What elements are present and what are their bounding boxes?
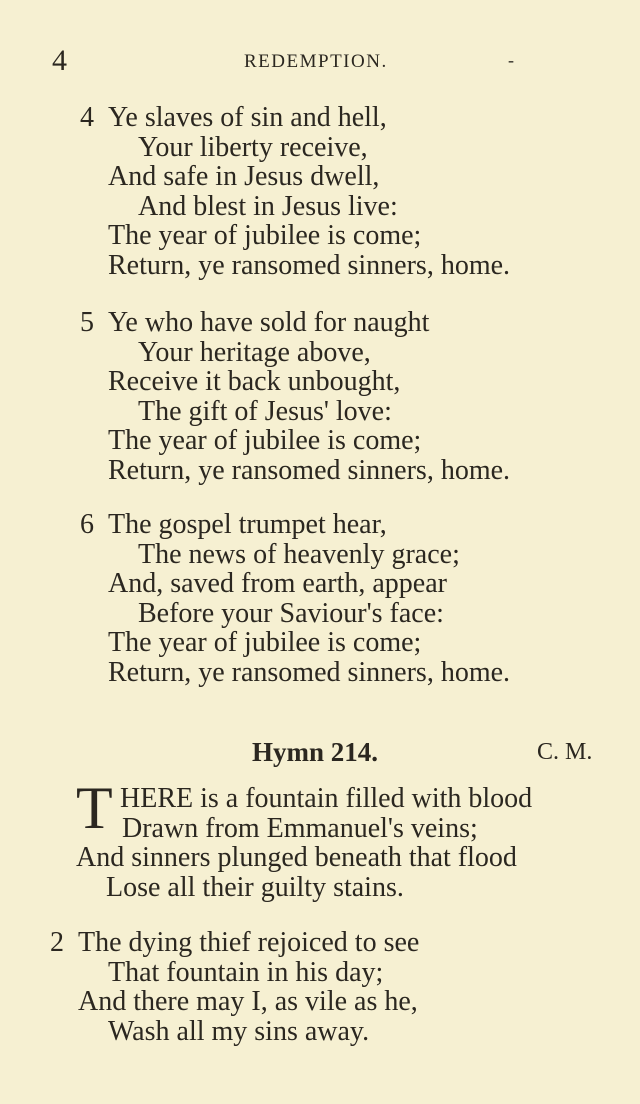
- header-mark: -: [508, 50, 514, 70]
- hymn-heading: [0, 736, 640, 770]
- hymn-stanza-2: [50, 927, 420, 1047]
- stanza-line: Drawn from Emmanuel's veins;: [122, 812, 478, 844]
- stanza-line: Return, ye ransomed sinners, home.: [108, 249, 511, 281]
- running-title: REDEMPTION.: [244, 51, 388, 72]
- stanza-line: 4 Ye slaves of sin and hell,: [80, 102, 387, 133]
- stanza-line: And there may I, as vile as he,: [78, 986, 418, 1018]
- stanza-line: The year of jubilee is come;: [108, 425, 422, 457]
- stanza-number: 6: [80, 509, 94, 540]
- stanza-number: 4: [80, 102, 94, 133]
- stanza-line: 6 The gospel trumpet hear,: [80, 509, 387, 540]
- hymn-meter: C. M.: [537, 739, 593, 765]
- stanza-line: Lose all their guilty stains.: [106, 871, 404, 903]
- stanza-line: The year of jubilee is come;: [108, 627, 422, 659]
- stanza-4: [80, 102, 511, 281]
- stanza-line: And sinners plunged beneath that flood: [76, 842, 517, 874]
- stanza-number: 5: [80, 307, 94, 338]
- page-number: 4: [52, 44, 67, 77]
- stanza-line: The year of jubilee is come;: [108, 220, 422, 252]
- first-line-rest: HERE is a fountain filled with blood: [120, 783, 533, 814]
- stanza-line: Your liberty receive,: [138, 131, 368, 163]
- page-header: [0, 44, 640, 78]
- stanza-line: And, saved from earth, appear: [108, 568, 447, 600]
- stanza-line: Before your Saviour's face:: [138, 597, 444, 629]
- stanza-5: [80, 307, 511, 486]
- hymn-title: Hymn 214.: [252, 737, 379, 767]
- stanza-line: And safe in Jesus dwell,: [108, 161, 380, 193]
- stanza-line: Your heritage above,: [138, 336, 371, 368]
- stanza-line: The gift of Jesus' love:: [138, 395, 392, 427]
- stanza-line: Return, ye ransomed sinners, home.: [108, 656, 511, 688]
- drop-cap: T: [76, 775, 113, 841]
- stanza-6: [80, 509, 511, 688]
- stanza-line: Wash all my sins away.: [108, 1015, 370, 1047]
- stanza-line: And blest in Jesus live:: [138, 190, 398, 222]
- stanza-line: Receive it back unbought,: [108, 366, 401, 398]
- stanza-line: That fountain in his day;: [108, 956, 384, 988]
- stanza-line: 5 Ye who have sold for naught: [80, 307, 430, 338]
- stanza-line: Return, ye ransomed sinners, home.: [108, 454, 511, 486]
- hymn-stanza-1: [76, 814, 517, 903]
- stanza-number: 2: [50, 927, 64, 958]
- stanza-line: The news of heavenly grace;: [138, 538, 460, 570]
- stanza-line: 2 The dying thief rejoiced to see: [50, 927, 420, 958]
